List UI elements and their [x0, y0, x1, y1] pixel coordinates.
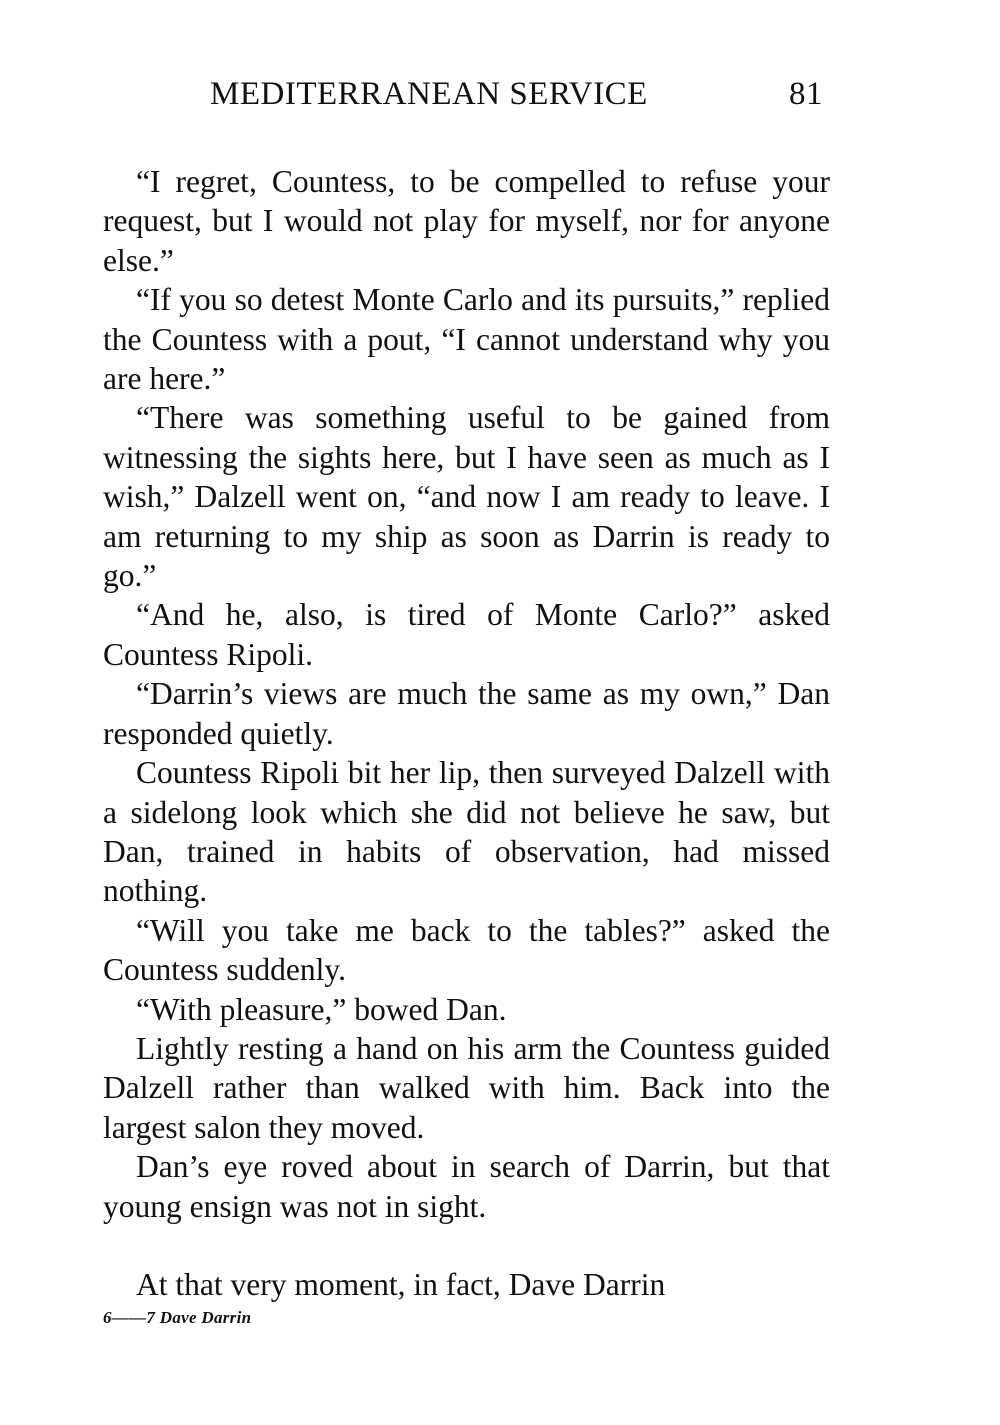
paragraph: “There was something useful to be gained from witnessing the sights here, but I have seen as much as I wish,” Dalzell went on, “and now I am ready to leave. I am returning to my ship as soon as Darrin is ready to go.” — [103, 400, 830, 594]
page-number: 81 — [789, 76, 823, 112]
paragraph: “Will you take me back to the tables?” asked the Countess suddenly. — [103, 912, 830, 988]
running-title: MEDITERRANEAN SERVICE — [210, 76, 648, 112]
paragraph: “If you so detest Monte Carlo and its pursuits,” replied the Countess with a pout, “I cannot understand why you are here.” — [103, 282, 830, 397]
paragraph: Lightly resting a hand on his arm the Countess guided Dalzell rather than walked with him. Back into the largest salon they moved. — [103, 1030, 830, 1145]
paragraph: “With pleasure,” bowed Dan. — [136, 991, 507, 1027]
paragraph: “I regret, Countess, to be compelled to refuse your request, but I would not play for myself, nor for anyone else.” — [103, 164, 830, 278]
final-paragraph: At that very moment, in fact, Dave Darrin — [136, 1266, 666, 1302]
paragraph: “Darrin’s views are much the same as my own,” Dan responded quietly. — [103, 676, 830, 751]
paragraph: “And he, also, is tired of Monte Carlo?” asked Countess Ripoli. — [103, 597, 830, 672]
page-header — [0, 76, 1000, 126]
body-text — [103, 162, 830, 1304]
paragraph: Countess Ripoli bit her lip, then surveyed Dalzell with a sidelong look which she did not believe he saw, but Dan, trained in habits of observation, had missed nothing. — [103, 755, 830, 909]
printer-signature: 6——7 Dave Darrin — [103, 1308, 252, 1327]
paragraph: Dan’s eye roved about in search of Darrin, but that young ensign was not in sight. — [103, 1149, 830, 1224]
section-break — [103, 1226, 830, 1265]
